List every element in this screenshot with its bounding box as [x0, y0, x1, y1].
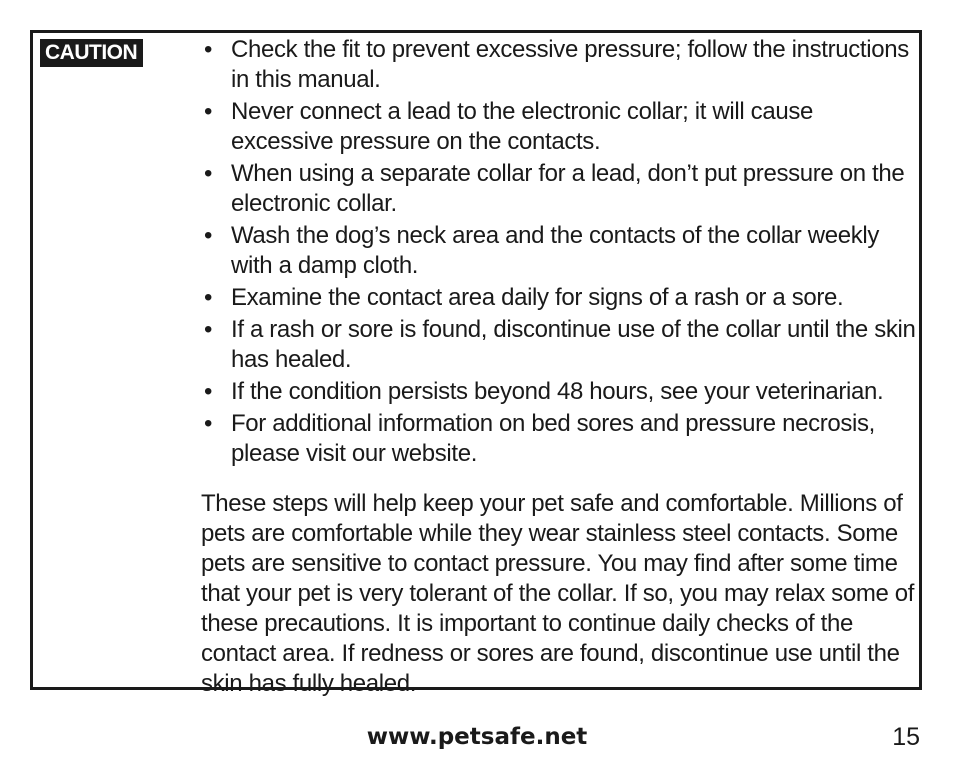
bullet-item: [201, 283, 921, 313]
bullet-text: Never connect a lead to the electronic collar; it will cause excessive pressure on the contacts.: [231, 98, 813, 155]
bullet-item: [201, 409, 921, 469]
bullet-text: For additional information on bed sores and pressure necrosis, please visit our website.: [231, 410, 875, 467]
caution-box: [30, 30, 922, 697]
footer-website-url: www.petsafe.net: [366, 724, 588, 750]
bullet-text: If a rash or sore is found, discontinue use of the collar until the skin has healed.: [231, 316, 916, 373]
caution-content: [201, 35, 921, 723]
bullet-item: [201, 97, 921, 157]
bullet-item: [201, 35, 921, 95]
bullet-item: [201, 315, 921, 375]
bullet-dot: •: [203, 36, 213, 63]
caution-label: CAUTION: [40, 39, 143, 67]
bullet-dot: •: [203, 160, 213, 187]
bullet-text: Wash the dog’s neck area and the contacts of the collar weekly with a damp cloth.: [231, 222, 880, 279]
bullet-item: [201, 377, 921, 407]
bullet-item: [201, 221, 921, 281]
bullet-text: When using a separate collar for a lead, don’t put pressure on the electronic collar.: [231, 160, 905, 217]
bullet-text: Examine the contact area daily for signs of a rash or a sore.: [231, 284, 844, 311]
bullet-dot: •: [203, 222, 213, 249]
bullet-dot: •: [203, 410, 213, 437]
caution-bullet-list: [201, 35, 921, 469]
bullet-text: If the condition persists beyond 48 hours, see your veterinarian.: [231, 378, 884, 405]
bullet-item: [201, 159, 921, 219]
bullet-text: Check the fit to prevent excessive pressure; follow the instructions in this manual.: [231, 36, 909, 93]
bullet-dot: •: [203, 98, 213, 125]
bullet-dot: •: [203, 284, 213, 311]
caution-paragraph: These steps will help keep your pet safe and comfortable. Millions of pets are comfortable while they wear stainless steel contacts. Some pets are sensitive to contact pressure. You may find after some time that your pet is very tolerant of the collar. If so, you may relax some of these precautions. It is important to continue daily checks of the contact area. If redness or sores are found, discontinue use until the skin has fully healed.: [201, 490, 915, 697]
bullet-dot: •: [203, 378, 213, 405]
bullet-dot: •: [203, 316, 213, 343]
page-number: 15: [892, 723, 920, 751]
